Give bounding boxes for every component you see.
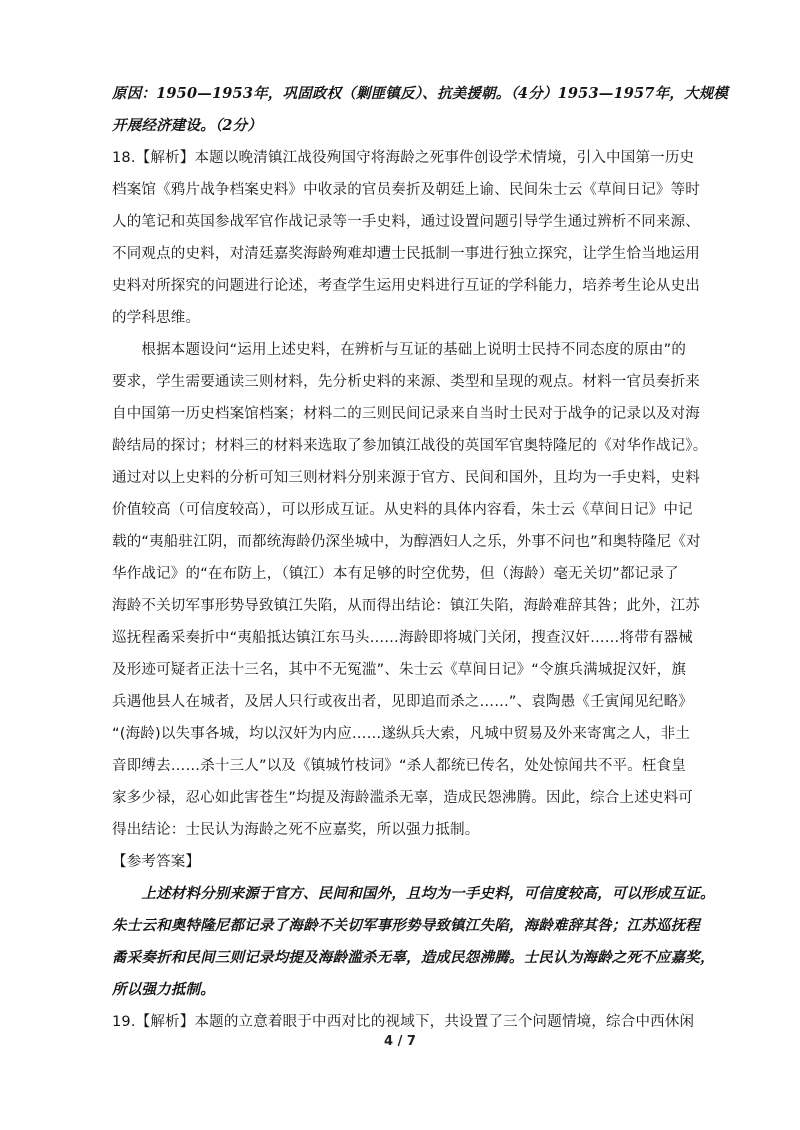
analysis-line: 18.【解析】本题以晚清镇江战役殉国守将海龄之死事件创设学术情境，引入中国第一历史: [112, 150, 695, 166]
answer-line: 所以强力抵制。: [112, 981, 215, 998]
analysis-line: 人的笔记和英国参战军官作战记录等一手史料，通过设置问题引导学生通过辨析不同来源、: [112, 214, 700, 230]
answer-line: 朱士云和奥特隆尼都记录了海龄不关切军事形势导致镇江失陷，海龄难辞其咎；江苏巡抚程: [112, 917, 700, 934]
answer-line: 上述材料分别来源于官方、民间和国外，且均为一手史料，可信度较高，可以形成互证。: [112, 885, 715, 902]
analysis-line: 不同观点的史料，对清廷嘉奖海龄殉难却遭士民抵制一事进行独立探究，让学生恰当地运用: [112, 246, 700, 262]
analysis-line: 巡抚程矞采奏折中“夷船抵达镇江东马头……海龄即将城门关闭，搜查汉奸……将带有器械: [112, 630, 694, 646]
analysis-line: 通过对以上史料的分析可知三则材料分别来源于官方、民间和国外，且均为一手史料，史料: [112, 470, 700, 486]
analysis-line: 龄结局的探讨；材料三的材料来选取了参加镇江战役的英国军官奥特隆尼的《对华作战记》。: [112, 438, 708, 454]
analysis-line: 家多少禄，忍心如此害苍生”均提及海龄滥杀无辜，造成民怨沸腾。因此，综合上述史料可: [112, 790, 694, 806]
analysis-line: 海龄不关切军事形势导致镇江失陷，从而得出结论：镇江失陷，海龄难辞其咎；此外，江苏: [112, 598, 700, 614]
analysis-line: 音即缚去……杀十三人”以及《镇城竹枝词》“杀人都统已传名，处处惊闻共不平。枉食皇: [112, 758, 687, 774]
analysis-line: 档案馆《鸦片战争档案史料》中收录的官员奏折及朝廷上谕、民间朱士云《草间日记》等时: [112, 182, 700, 198]
analysis-line: 要求，学生需要通读三则材料，先分析史料的来源、类型和呈现的观点。材料一官员奏折来: [112, 374, 700, 390]
analysis-line: 载的“夷船驻江阴，而都统海龄仍深坐城中，为醇酒妇人之乐，外事不问也”和奥特隆尼《对: [112, 534, 701, 550]
answer-line: 矞采奏折和民间三则记录均提及海龄滥杀无辜，造成民怨沸腾。士民认为海龄之死不应嘉奖，: [112, 949, 715, 966]
document-page: [112, 78, 729, 1038]
analysis-line: 及形迹可疑者正法十三名，其中不无冤滥”、朱士云《草间日记》“令旗兵满城捉汉奸，旗: [112, 662, 687, 678]
page-number: 4 / 7: [384, 1034, 416, 1049]
reference-answer-heading: 【参考答案】: [112, 854, 201, 870]
analysis-line: 根据本题设问“运用上述史料，在辨析与互证的基础上说明士民持不同态度的原由”的: [112, 342, 687, 358]
analysis-line: “(海龄)以失事各城，均以汉奸为内应……遂纵兵大索，凡城中贸易及外来寄寓之人，非土: [112, 726, 691, 742]
analysis-line: 兵遇他县人在城者，及居人只行或夜出者，见即追而杀之……”、袁陶愚《壬寅闻见纪略》: [112, 694, 694, 710]
analysis-line: 自中国第一历史档案馆档案；材料二的三则民间记录来自当时士民对于战争的记录以及对海: [112, 406, 700, 422]
answer-line: 原因：1950—1953年，巩固政权（剿匪镇反）、抗美援朝。（4分）1953—1957年，大规模: [112, 85, 729, 102]
analysis-line: 19.【解析】本题的立意着眼于中西对比的视域下，共设置了三个问题情境，综合中西休闲: [112, 1014, 695, 1030]
analysis-line: 价值较高（可信度较高），可以形成互证。从史料的具体内容看，朱士云《草间日记》中记: [112, 502, 693, 518]
analysis-line: 华作战记》的“在布防上，（镇江）本有足够的时空优势，但（海龄）毫无关切”都记录了: [112, 566, 679, 582]
analysis-line: 史料对所探究的问题进行论述，考查学生运用史料进行互证的学科能力，培养考生论从史出: [112, 278, 700, 294]
analysis-line: 得出结论：士民认为海龄之死不应嘉奖，所以强力抵制。: [112, 822, 480, 838]
answer-line: 开展经济建设。（2分）: [112, 117, 263, 134]
analysis-line: 的学科思维。: [112, 310, 201, 326]
